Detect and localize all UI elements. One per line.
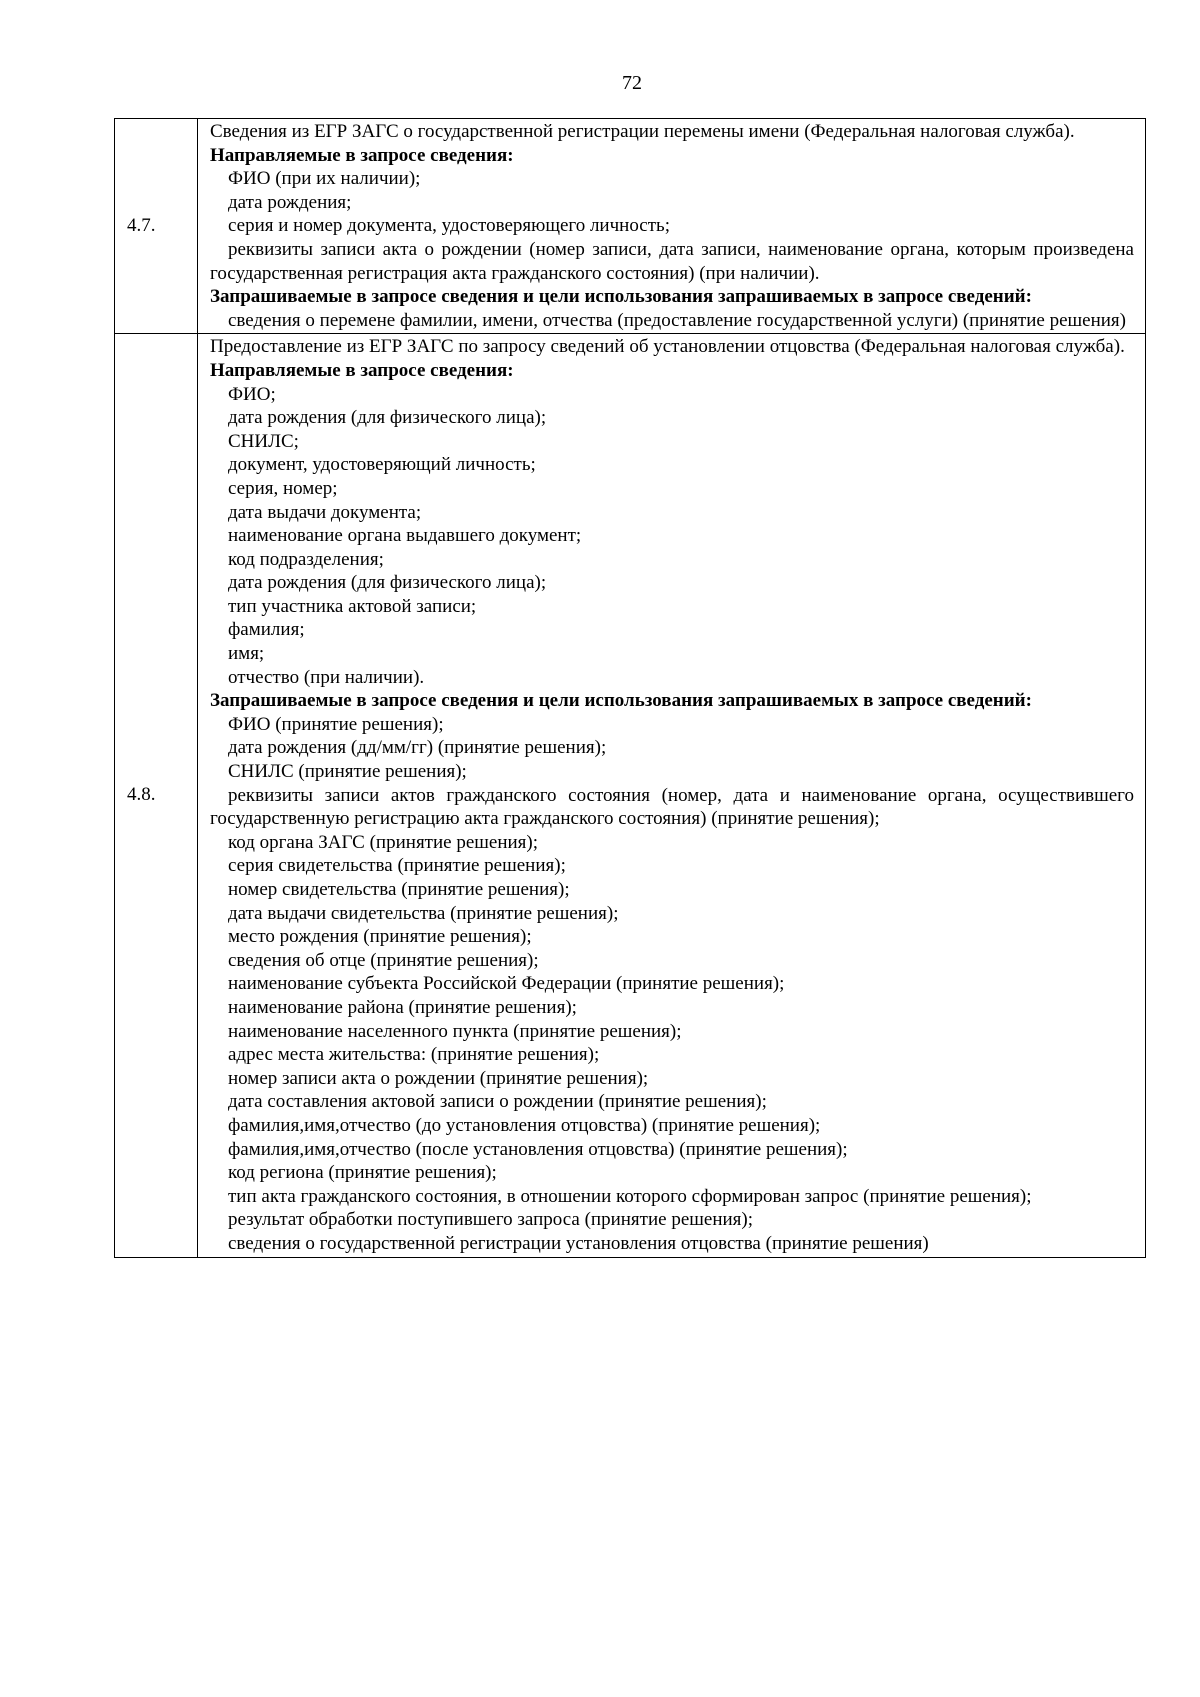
list-item: дата выдачи документа; (228, 501, 422, 523)
list-item: серия свидетельства (принятие решения); (228, 855, 566, 877)
section-heading: Запрашиваемые в запросе сведения и цели использования запрашиваемых в запросе сведений: (210, 286, 1032, 308)
list-item: тип участника актовой записи; (228, 595, 477, 617)
list-item: отчество (при наличии). (228, 666, 425, 688)
list-item: дата рождения (для физического лица); (228, 572, 547, 594)
list-item: код органа ЗАГС (принятие решения); (228, 831, 539, 853)
page-number: 72 (622, 72, 642, 94)
section-heading: Направляемые в запросе сведения: (210, 359, 514, 381)
list-item: документ, удостоверяющий личность; (228, 454, 536, 476)
list-item: имя; (228, 643, 265, 665)
list-item: фамилия,имя,отчество (до установления отцовства) (принятие решения); (228, 1114, 821, 1136)
list-item: сведения о государственной регистрации установления отцовства (принятие решения) (228, 1232, 929, 1254)
row-number: 4.7. (115, 119, 198, 334)
list-item: реквизиты записи актов гражданского состояния (номер, дата и наименование органа, осуществившего государственную регистрацию акта гражданского состояния) (принятие решения); (210, 784, 1134, 830)
list-item: СНИЛС (принятие решения); (228, 761, 467, 783)
table-row (115, 119, 1146, 334)
list-item: место рождения (принятие решения); (228, 926, 532, 948)
list-item: наименование района (принятие решения); (228, 996, 577, 1018)
list-item: фамилия,имя,отчество (после установления отцовства) (принятие решения); (228, 1138, 848, 1160)
list-item: результат обработки поступившего запроса (принятие решения); (228, 1209, 754, 1231)
list-item: наименование субъекта Российской Федерации (принятие решения); (228, 973, 785, 995)
list-item: номер свидетельства (принятие решения); (228, 879, 570, 900)
list-item: сведения об отце (принятие решения); (228, 949, 539, 971)
list-item: тип акта гражданского состояния, в отношении которого сформирован запрос (принятие решения); (228, 1185, 1032, 1207)
list-item: наименование населенного пункта (принятие решения); (228, 1020, 682, 1042)
data-table (114, 118, 1146, 1258)
row-title: Предоставление из ЕГР ЗАГС по запросу сведений об установлении отцовства (Федеральная налоговая служба). (210, 336, 1125, 358)
list-item: СНИЛС; (228, 430, 299, 452)
list-item: ФИО (при их наличии); (228, 168, 421, 190)
section-heading: Запрашиваемые в запросе сведения и цели использования запрашиваемых в запросе сведений: (210, 690, 1032, 712)
row-content (198, 334, 1146, 1257)
list-item: дата рождения; (228, 191, 352, 213)
list-item: сведения о перемене фамилии, имени, отчества (предоставление государственной услуги) (принятие решения) (228, 309, 1126, 331)
list-item: дата выдачи свидетельства (принятие решения); (228, 902, 619, 924)
list-item: код подразделения; (228, 548, 384, 570)
list-item: наименование органа выдавшего документ; (228, 525, 582, 547)
table-row (115, 334, 1146, 1257)
list-item: ФИО (принятие решения); (228, 713, 444, 735)
list-item: серия и номер документа, удостоверяющего личность; (228, 215, 670, 237)
list-item: код региона (принятие решения); (228, 1162, 497, 1184)
list-item: номер записи акта о рождении (принятие решения); (228, 1067, 649, 1089)
list-item: серия, номер; (228, 477, 338, 499)
row-number: 4.8. (115, 334, 198, 1257)
list-item: дата составления актовой записи о рождении (принятие решения); (228, 1091, 767, 1113)
section-heading: Направляемые в запросе сведения: (210, 144, 514, 166)
row-content (198, 119, 1146, 334)
row-title: Сведения из ЕГР ЗАГС о государственной регистрации перемены имени (Федеральная налоговая служба). (210, 121, 1075, 142)
list-item: фамилия; (228, 619, 305, 641)
list-item: ФИО; (228, 383, 276, 405)
list-item: дата рождения (для физического лица); (228, 407, 547, 429)
list-item: дата рождения (дд/мм/гг) (принятие решения); (228, 737, 607, 759)
list-item: реквизиты записи акта о рождении (номер записи, дата записи, наименование органа, которым произведена государственная регистрация акта гражданского состояния) (при наличии). (210, 238, 1134, 284)
list-item: адрес места жительства: (принятие решения); (228, 1044, 600, 1066)
